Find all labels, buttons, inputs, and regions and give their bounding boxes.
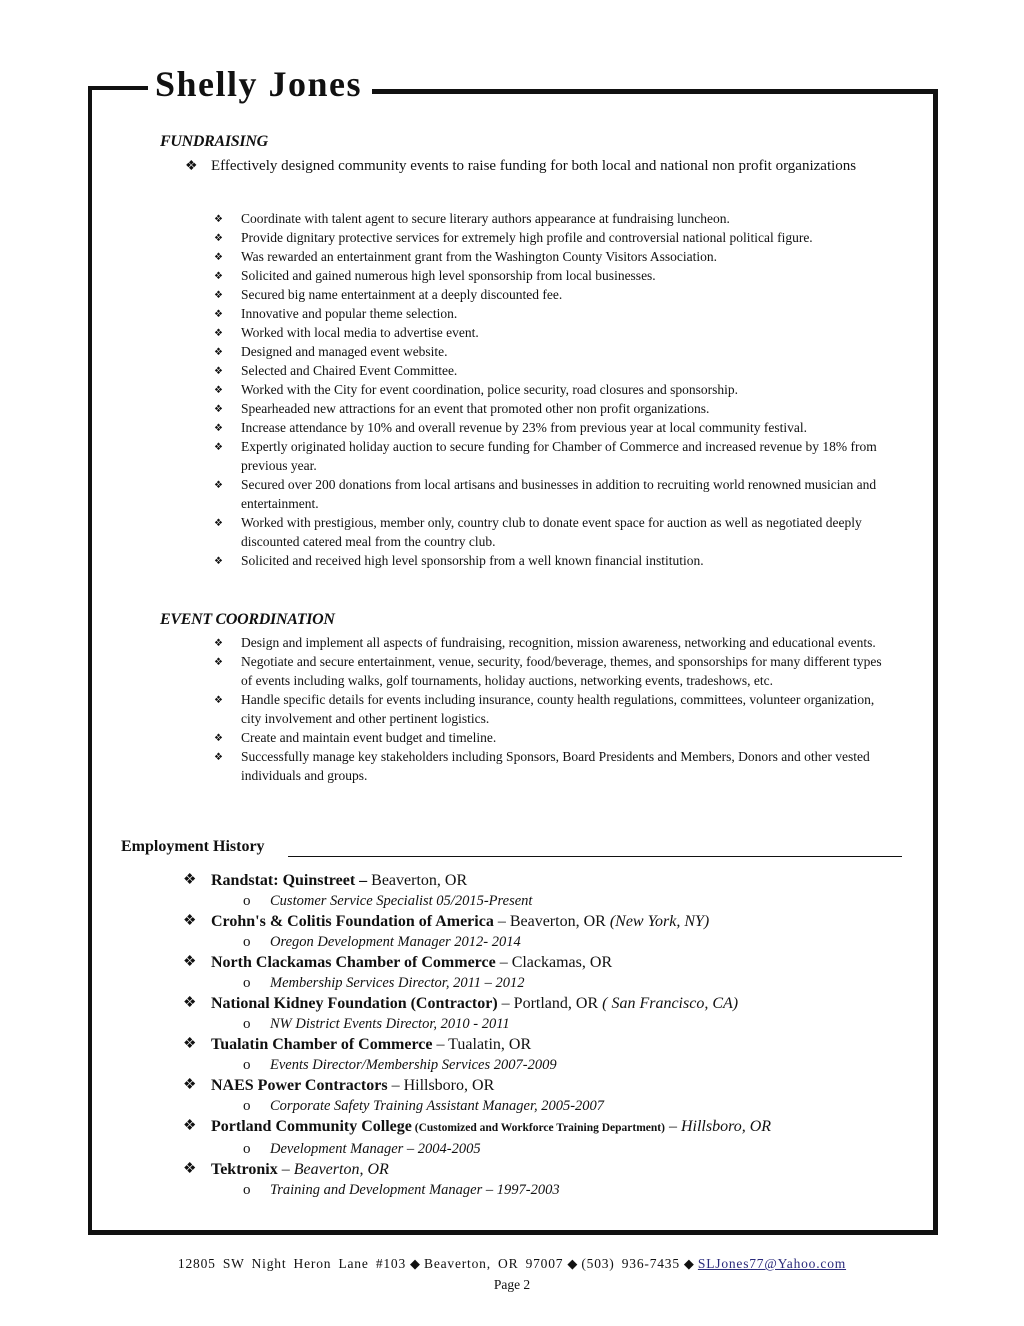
employer-location: – Beaverton, OR: [493, 913, 610, 930]
diamond-bullet-icon: ❖: [214, 695, 223, 706]
circle-bullet-icon: o: [243, 1016, 251, 1032]
diamond-bullet-icon: ❖: [214, 638, 223, 649]
diamond-bullet-icon: ❖: [214, 309, 223, 320]
role-title: Development Manager – 2004-2005: [270, 1141, 481, 1157]
circle-bullet-icon: o: [243, 1141, 251, 1157]
list-item: [214, 475, 894, 513]
employer-location: – Portland, OR: [497, 995, 603, 1012]
diamond-bullet-icon: ❖: [183, 913, 197, 929]
diamond-bullet-icon: ❖: [214, 366, 223, 377]
list-item: [214, 690, 894, 728]
list-item: [214, 342, 894, 361]
fundraising-lead-text: Effectively designed community events to raise funding for both local and national non profit organizations: [211, 158, 857, 174]
fundraising-lead-item: [185, 157, 885, 176]
employment-role: [211, 973, 903, 993]
footer-city: Beaverton, OR 97007: [424, 1256, 564, 1271]
employment-history-heading: Employment History: [121, 838, 265, 855]
diamond-bullet-icon: ❖: [214, 328, 223, 339]
employer-location: Beaverton, OR: [367, 872, 468, 889]
diamond-bullet-icon: ❖: [214, 442, 223, 453]
diamond-bullet-icon: ❖: [183, 872, 197, 888]
employment-role: [211, 1096, 903, 1116]
employer-extra-location: Beaverton, OR: [293, 1161, 389, 1178]
list-item-text: Provide dignitary protective services for extremely high profile and controversial national political figure.: [241, 230, 813, 245]
list-item-text: Handle specific details for events including insurance, county health regulations, committees, volunteer organization, city involvement and other pertinent logistics.: [241, 692, 875, 726]
contact-footer: [0, 1256, 1024, 1272]
diamond-bullet-icon: ❖: [183, 1036, 197, 1052]
list-item-text: Create and maintain event budget and timeline.: [241, 730, 497, 745]
employment-role: [211, 1180, 903, 1200]
list-item: [214, 228, 894, 247]
footer-email-link[interactable]: SLJones77@Yahoo.com: [697, 1256, 847, 1271]
diamond-bullet-icon: ❖: [214, 556, 223, 567]
circle-bullet-icon: o: [243, 1182, 251, 1198]
employer-name: NAES Power Contractors: [211, 1077, 388, 1094]
list-item: [214, 747, 894, 785]
frame-left-rule: [88, 86, 92, 1234]
role-title: Events Director/Membership Services 2007-2009: [270, 1057, 557, 1073]
employment-entry: [183, 911, 903, 952]
list-item: [214, 285, 894, 304]
list-item-text: Was rewarded an entertainment grant from the Washington County Visitors Association.: [241, 249, 718, 264]
employment-heading-rule: [288, 856, 902, 857]
employer-extra-location: (New York, NY): [609, 913, 710, 930]
list-item-text: Selected and Chaired Event Committee.: [241, 363, 458, 378]
employment-role: [211, 1139, 903, 1159]
list-item-text: Secured big name entertainment at a deeply discounted fee.: [241, 287, 563, 302]
list-item: [214, 437, 894, 475]
diamond-bullet-icon: ❖: [214, 233, 223, 244]
diamond-bullet-icon: ❖: [214, 518, 223, 529]
list-item: [214, 361, 894, 380]
fundraising-list: [214, 209, 894, 570]
diamond-bullet-icon: ❖: [214, 290, 223, 301]
employer-location: – Hillsboro, OR: [387, 1077, 495, 1094]
diamond-bullet-icon: ❖: [183, 1118, 197, 1134]
list-item-text: Expertly originated holiday auction to secure funding for Chamber of Commerce and increased revenue by 18% from previous year.: [241, 439, 877, 473]
employment-entry: [183, 1116, 903, 1159]
list-item-text: Solicited and gained numerous high level sponsorship from local businesses.: [241, 268, 656, 283]
list-item-text: Increase attendance by 10% and overall revenue by 23% from previous year at local community festival.: [241, 420, 808, 435]
employment-role: [211, 1014, 903, 1034]
diamond-bullet-icon: ❖: [214, 347, 223, 358]
employer-name: Tualatin Chamber of Commerce: [211, 1036, 433, 1053]
employer-location: – Clackamas, OR: [495, 954, 613, 971]
circle-bullet-icon: o: [243, 1057, 251, 1073]
list-item: [214, 728, 894, 747]
employer-location: –: [664, 1118, 681, 1135]
frame-right-rule: [933, 92, 938, 1234]
diamond-bullet-icon: ❖: [214, 271, 223, 282]
diamond-separator-icon: ◆: [567, 1256, 578, 1271]
diamond-bullet-icon: ❖: [214, 423, 223, 434]
list-item-text: Coordinate with talent agent to secure literary authors appearance at fundraising luncheon.: [241, 211, 730, 226]
role-title: Corporate Safety Training Assistant Manager, 2005-2007: [270, 1098, 605, 1114]
employment-entry: [183, 952, 903, 993]
fundraising-heading: FUNDRAISING: [160, 133, 268, 150]
list-item: [214, 304, 894, 323]
role-title: NW District Events Director, 2010 - 2011: [270, 1016, 510, 1032]
frame-bottom-rule: [88, 1230, 938, 1235]
employer-name: Crohn's & Colitis Foundation of America: [211, 913, 494, 930]
employer-name: Portland Community College: [211, 1118, 412, 1135]
list-item: [214, 323, 894, 342]
employment-list: [183, 870, 903, 1200]
employer-name: North Clackamas Chamber of Commerce: [211, 954, 496, 971]
list-item: [214, 633, 894, 652]
diamond-bullet-icon: ❖: [214, 733, 223, 744]
list-item: [214, 652, 894, 690]
diamond-bullet-icon: ❖: [183, 954, 197, 970]
employer-extra-location: Hillsboro, OR: [680, 1118, 772, 1135]
list-item-text: Successfully manage key stakeholders including Sponsors, Board Presidents and Members, Donors and other vested individuals and groups.: [241, 749, 870, 783]
diamond-bullet-icon: ❖: [214, 385, 223, 396]
employment-entry: [183, 1075, 903, 1116]
employer-location: –: [277, 1161, 294, 1178]
diamond-bullet-icon: ❖: [183, 1077, 197, 1093]
employer-name: National Kidney Foundation (Contractor): [211, 995, 498, 1012]
employer-name: Tektronix: [211, 1161, 278, 1178]
diamond-bullet-icon: ❖: [214, 214, 223, 225]
employment-role: [211, 1055, 903, 1075]
circle-bullet-icon: o: [243, 1098, 251, 1114]
diamond-bullet-icon: ❖: [214, 752, 223, 763]
event-coordination-heading: EVENT COORDINATION: [160, 611, 335, 628]
employment-entry: [183, 993, 903, 1034]
frame-top-left-rule: [88, 86, 148, 90]
page-number: Page 2: [493, 1277, 531, 1292]
list-item: [214, 399, 894, 418]
diamond-bullet-icon: ❖: [214, 404, 223, 415]
list-item-text: Negotiate and secure entertainment, venue, security, food/beverage, themes, and sponsorships for many different types of events including walks, golf tournaments, holiday auctions, networking events, tradeshows, etc.: [241, 654, 882, 688]
list-item: [214, 418, 894, 437]
footer-phone: (503) 936-7435: [581, 1256, 680, 1271]
list-item-text: Innovative and popular theme selection.: [241, 306, 458, 321]
employment-entry: [183, 870, 903, 911]
role-title: Training and Development Manager – 1997-2003: [270, 1182, 560, 1198]
role-title: Membership Services Director, 2011 – 2012: [270, 975, 525, 991]
list-item-text: Spearheaded new attractions for an event that promoted other non profit organizations.: [241, 401, 710, 416]
diamond-bullet-icon: ❖: [183, 995, 197, 1011]
diamond-bullet-icon: ❖: [214, 657, 223, 668]
role-title: Customer Service Specialist 05/2015-Present: [270, 893, 533, 909]
list-item: [214, 209, 894, 228]
event-coordination-list: [214, 633, 894, 785]
employment-role: [211, 932, 903, 952]
list-item: [214, 513, 894, 551]
circle-bullet-icon: o: [243, 975, 251, 991]
diamond-separator-icon: ◆: [410, 1256, 421, 1271]
list-item-text: Solicited and received high level sponsorship from a well known financial institution.: [241, 553, 704, 568]
employer-extra-location: ( San Francisco, CA): [602, 995, 739, 1012]
employment-entry: [183, 1159, 903, 1200]
list-item-text: Designed and managed event website.: [241, 344, 448, 359]
diamond-bullet-icon: ❖: [183, 1161, 197, 1177]
employment-role: [211, 891, 903, 911]
footer-address: 12805 SW Night Heron Lane #103: [177, 1256, 407, 1271]
diamond-separator-icon: ◆: [683, 1256, 694, 1271]
employment-entry: [183, 1034, 903, 1075]
list-item: [214, 380, 894, 399]
list-item-text: Worked with local media to advertise event.: [241, 325, 479, 340]
resume-name: Shelly Jones: [155, 64, 363, 104]
role-title: Oregon Development Manager 2012- 2014: [270, 934, 521, 950]
employer-name: Randstat: Quinstreet –: [211, 872, 368, 889]
frame-top-right-rule: [372, 89, 938, 94]
list-item-text: Worked with prestigious, member only, country club to donate event space for auction as well as negotiated deeply discounted catered meal from the country club.: [241, 515, 862, 549]
employer-location: – Tualatin, OR: [432, 1036, 532, 1053]
diamond-bullet-icon: ❖: [185, 159, 198, 174]
list-item: [214, 247, 894, 266]
list-item-text: Design and implement all aspects of fundraising, recognition, mission awareness, networking and educational events.: [241, 635, 876, 650]
list-item: [214, 551, 894, 570]
list-item-text: Secured over 200 donations from local artisans and businesses in addition to recruiting world renowned musician and entertainment.: [241, 477, 877, 511]
diamond-bullet-icon: ❖: [214, 252, 223, 263]
list-item: [214, 266, 894, 285]
employer-department: (Customized and Workforce Training Department): [411, 1122, 665, 1134]
list-item-text: Worked with the City for event coordination, police security, road closures and sponsorship.: [241, 382, 739, 397]
diamond-bullet-icon: ❖: [214, 480, 223, 491]
circle-bullet-icon: o: [243, 893, 251, 909]
circle-bullet-icon: o: [243, 934, 251, 950]
